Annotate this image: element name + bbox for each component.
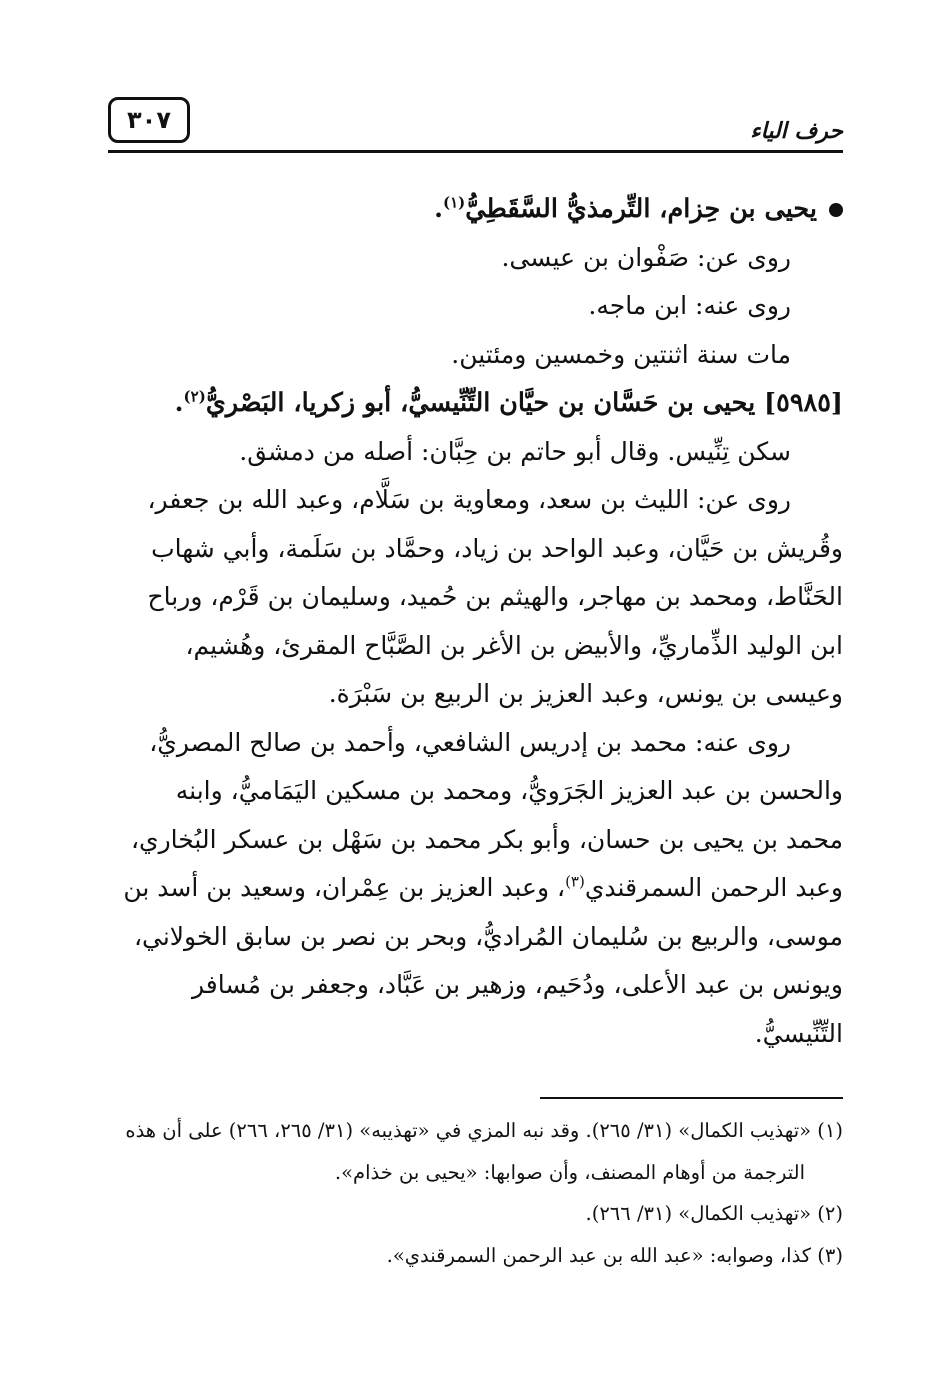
entry1-died: مات سنة اثنتين وخمسين ومئتين. bbox=[451, 339, 791, 369]
page-number-text: ٣٠٧ bbox=[127, 106, 171, 134]
entry2-narrated-from-line: ابن الوليد الذِّماريِّ، والأبيض بن الأغر بن الصَّبَّاح المقرئ، وهُشيم، bbox=[185, 630, 843, 660]
entry2-heading bbox=[108, 379, 843, 428]
entry2-narrated-by-line: موسى، والربيع بن سُليمان المُراديُّ، وبحر بن نصر بن سابق الخولاني، bbox=[133, 921, 843, 951]
entry2-narrated-from-line: وعيسى بن يونس، وعبد العزيز بن الربيع بن سَبْرَة. bbox=[328, 679, 843, 708]
footnotes bbox=[98, 1110, 843, 1276]
line-text-after-ref: ، وعبد العزيز بن عِمْران، وسعيد بن أسد بن bbox=[123, 873, 566, 902]
running-title: حرف الياء bbox=[750, 118, 843, 144]
entry2-narrated-by-line bbox=[108, 864, 843, 913]
entry2-narrated-by-line: والحسن بن عبد العزيز الجَرَويُّ، ومحمد بن مسكين اليَمَاميُّ، وابنه bbox=[175, 776, 843, 805]
footnote-ref-2: (٢) bbox=[183, 387, 206, 406]
footnote-ref-1: (١) bbox=[442, 193, 466, 212]
footnote-1: (١) «تهذيب الكمال» (٣١/ ٢٦٥). وقد نبه المزي في «تهذيبه» (٣١/ ٢٦٥، ٢٦٦) على أن هذه bbox=[125, 1119, 843, 1142]
footnote-1-continued: الترجمة من أوهام المصنف، وأن صوابها: «يحيى بن خذام». bbox=[334, 1160, 805, 1184]
page-number bbox=[108, 97, 190, 143]
entry2-narrated-from-line: وقُريش بن حَيَّان، وعبد الواحد بن زياد، وحمَّاد بن سَلَمة، وأبي شهاب bbox=[151, 533, 843, 563]
entry1-narrated-by: روى عنه: ابن ماجه. bbox=[588, 291, 791, 320]
bullet-icon bbox=[829, 203, 843, 217]
entry2-heading-end: . bbox=[174, 388, 184, 418]
footnote-3: (٣) كذا، وصوابه: «عبد الله بن عبد الرحمن السمرقندي». bbox=[386, 1243, 843, 1267]
header-rule bbox=[108, 150, 843, 153]
entry2-narrated-by-line: ويونس بن عبد الأعلى، ودُحَيم، وزهير بن عَبَّاد، وجعفر بن مُسافر bbox=[191, 970, 843, 999]
footnote-2: (٢) «تهذيب الكمال» (٣١/ ٢٦٦). bbox=[585, 1202, 843, 1225]
entry2-narrated-from-line: روى عن: الليث بن سعد، ومعاوية بن سَلَّام، وعبد الله بن جعفر، bbox=[147, 485, 791, 514]
entry2-heading-text: [٥٩٨٥] يحيى بن حَسَّان بن حيَّان التِّنِّيسيُّ، أبو زكريا، البَصْريُّ bbox=[205, 388, 843, 418]
entry1-narrated-from: روى عن: صَفْوان بن عيسى. bbox=[501, 242, 791, 272]
footnote-separator bbox=[540, 1097, 843, 1099]
entry2-narrated-by-line: روى عنه: محمد بن إدريس الشافعي، وأحمد بن صالح المصريُّ، bbox=[149, 727, 791, 757]
entry2-narrated-from-line: الحَنَّاط، ومحمد بن مهاجر، والهيثم بن حُميد، وسليمان بن قَرْم، ورباح bbox=[147, 582, 843, 611]
entry1-heading-end: . bbox=[434, 194, 443, 224]
entry2-narrated-by-line: التِّنِّيسيُّ. bbox=[754, 1018, 843, 1048]
line-text-before-ref: وعبد الرحمن السمرقندي bbox=[584, 873, 843, 902]
entry2-narrated-by-line: محمد بن يحيى بن حسان، وأبو بكر محمد بن سَهْل بن عسكر البُخاري، bbox=[130, 824, 843, 854]
entry1-heading-text: يحيى بن حِزام، التِّرمذيُّ السَّقَطِيُّ bbox=[465, 194, 817, 224]
main-text bbox=[108, 185, 843, 1058]
entry1-heading bbox=[108, 185, 843, 234]
entry2-residence: سكن تِنِّيس. وقال أبو حاتم بن حِبَّان: أصله من دمشق. bbox=[239, 436, 791, 466]
footnote-ref-3: (٣) bbox=[565, 872, 585, 891]
